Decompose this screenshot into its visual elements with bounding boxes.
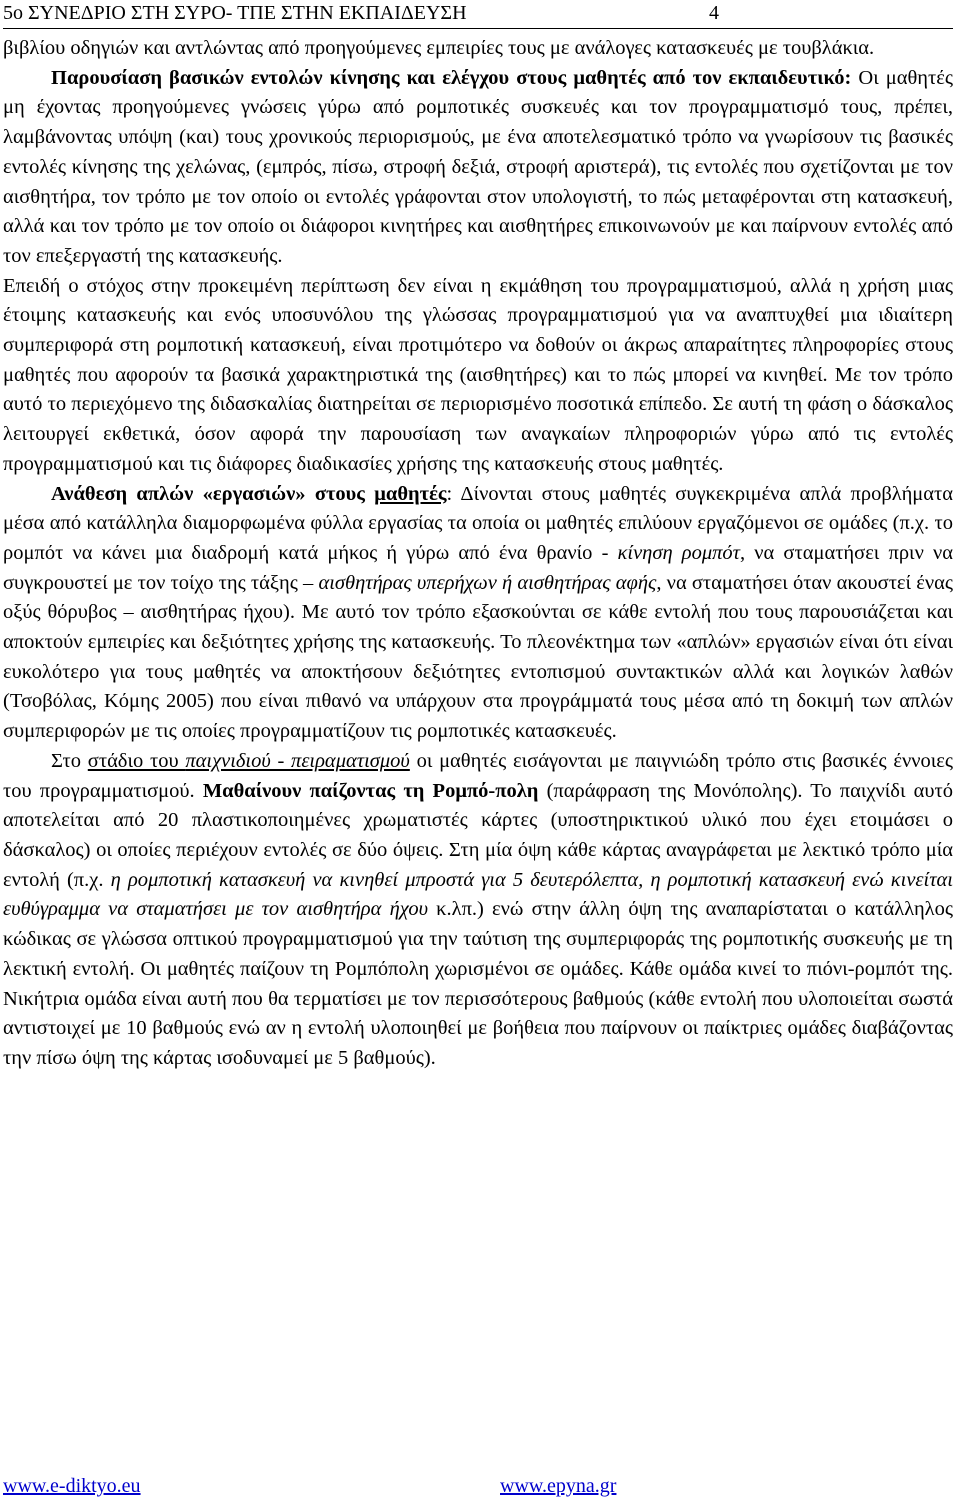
paragraph-5-underlined: στάδιο του [87,749,186,772]
paragraph-4-heading-part-a: Ανάθεση απλών «εργασιών» στους [51,482,375,505]
paragraph-4-heading-part-b: μαθητές [374,482,447,505]
paragraph-2 [3,64,953,272]
paragraph-4-italic-2: αισθητήρας υπερήχων ή αισθητήρας αφής [318,571,657,594]
paragraph-5 [3,747,953,1074]
paragraph-5-italic: η ρομποτική κατασκευή να κινηθεί μπροστά για 5 δευτερόλεπτα, η ρομποτική κατασκευή ενώ κινείται ευθύγραμμα να σταματήσει με τον αισθητήρα ήχου [3,868,953,921]
paragraph-5-underlined-italic: παιχνιδιού - πειραματισμού [185,749,410,772]
footer-link-epyna[interactable]: www.epyna.gr [500,1475,617,1497]
header-title: 5ο ΣΥΝΕΔΡΙΟ ΣΤΗ ΣΥΡΟ- ΤΠΕ ΣΤΗΝ ΕΚΠΑΙΔΕΥΣΗ [3,2,467,24]
footer-link-e-diktyo[interactable]: www.e-diktyo.eu [3,1475,141,1497]
paragraph-3: Επειδή ο στόχος στην προκειμένη περίπτωση δεν είναι η εκμάθηση του προγραμματισμού, αλλά η χρήση μιας έτοιμης κατασκευής και ενός υποσυνόλου της γλώσσας προγραμματισμού για να αναπτυχθεί μια ιδιαίτερη συμπεριφορά στη ρομποτική κατασκευή, είναι προτιμότερο να δοθούν οι άκρως απαραίτητες πληροφορίες στους μαθητές που αφορούν τα βασικά χαρακτηριστικά της (αισθητήρες) και το πώς μπορεί να κινηθεί. Με τον τρόπο αυτό το περιεχόμενο της διδασκαλίας διατηρείται σε περιορισμένο ποσοτικά επίπεδο. Σε αυτή τη φάση ο δάσκαλος λειτουργεί εκθετικά, όσον αφορά την παρουσίαση των αναγκαίων πληροφοριών γύρω από τις εντολές προγραμματισμού και τις διάφορες διαδικασίες χρήσης της κατασκευής στους μαθητές. [3,274,953,475]
paragraph-4 [3,480,953,747]
paragraph-4-text-3: , να σταματήσει όταν ακουστεί ένας οξύς θόρυβος – αισθητήρας ήχου). Με αυτό τον τρόπο εξασκούνται σε κάθε εντολή που τους παρουσιάζεται και αποκτούν εμπειρίες και δεξιότητες χρήσης της κατασκευής. Το πλεονέκτημα των «απλών» εργασιών είναι ότι είναι ευκολότερο για τους μαθητές να αποκτήσουν δεξιότητες εντοπισμού συντακτικών αλλά και λογικών λαθών (Τσοβόλας, Κόμης 2005) που είναι πιθανό να υπάρχουν στα προγράμματά τους μέσα από τη δοκιμή των απλών συμπεριφορών με τις οποίες προγραμματίζουν τις ρομποτικές κατασκευές. [3,571,953,743]
paragraph-5-text-2: οι μαθητές εισάγονται με παιγνιώδη τρόπο στις βασικές έννοιες του προγραμματισμού. [3,749,953,802]
paragraph-2-heading: Παρουσίαση βασικών εντολών κίνησης και ελέγχου στους μαθητές από τον εκπαιδευτικό: [51,66,852,89]
paragraph-4-text-1: : Δίνονται στους μαθητές συγκεκριμένα απλά προβλήματα μέσα από κατάλληλα διαμορφωμένα φύλλα εργασίας τα οποία οι μαθητές επιλύουν εργαζόμενοι σε ομάδες (π.χ. το ρομπότ να κάνει μια διαδρομή κατά μήκος ή γύρω από ένα θρανίο - [3,482,953,564]
page-footer [3,1472,953,1500]
paragraph-2-text: Οι μαθητές μη έχοντας προηγούμενες γνώσεις γύρω από ρομποτικές συσκευές και τον προγραμματισμό τους, πρέπει, λαμβάνοντας υπόψη (και) τους χρονικούς περιορισμούς, με ένα αποτελεσματικό τρόπο να γνωρίσουν τις βασικές εντολές κίνησης της χελώνας, (εμπρός, πίσω, στροφή δεξιά, στροφή αριστερά), τις εντολές που σχετίζονται με τον αισθητήρα, τον τρόπο με τον οποίο οι εντολές γράφονται στον υπολογιστή, το πώς μεταφέρονται στη κατασκευή, αλλά και τον τρόπο με τον οποίο οι διάφοροι κινητήρες και αισθητήρες επικοινωνούν με και παίρνουν εντολές από τον επεξεργαστή της κατασκευής. [3,66,953,267]
document-body [3,34,953,1074]
paragraph-4-text-2: , να σταματήσει πριν να συγκρουστεί με τον τοίχο της τάξης – [3,541,953,594]
paragraph-5-bold: Μαθαίνουν παίζοντας τη Ρομπό-πολη [202,779,539,802]
paragraph-5-text-1: Στο [51,749,88,772]
paragraph-1: βιβλίου οδηγιών και αντλώντας από προηγούμενες εμπειρίες τους με ανάλογες κατασκευές με τουβλάκια. [3,37,875,59]
paragraph-5-text-3: (παράφραση της Μονόπολης). Το παιχνίδι αυτό αποτελείται από 20 πλαστικοποιημένες χρωματιστές κάρτες (υποστηρικτικού υλικό που έχει ετοιμάσει ο δάσκαλος) οι οποίες περιέχουν εντολές σε δύο όψεις. Στη μία όψη κάθε κάρτας αναγράφεται με λεκτικό τρόπο μία εντολή (π.χ. [3,779,953,891]
paragraph-5-text-4: κ.λπ.) ενώ στην άλλη όψη της αναπαρίσταται ο κατάλληλος κώδικας σε γλώσσα οπτικού προγραμματισμού για την ταύτιση της συμπεριφοράς της ρομποτικής συσκευής με τη λεκτική εντολή. Οι μαθητές παίζουν τη Ρομπόπολη χωρισμένοι σε ομάδες. Κάθε ομάδα κινεί το πιόνι-ρομπότ της. Νικήτρια ομάδα είναι αυτή που θα τερματίσει με τον περισσότερους βαθμούς (κάθε εντολή που υλοποιείται σωστά αντιστοιχεί με 10 βαθμούς ενώ αν η εντολή υλοποιηθεί με βοήθεια που παίρνουν οι παίκτριες ομάδες διαβάζοντας την πίσω όψη της κάρτας ισοδυναμεί με 5 βαθμούς). [3,898,953,1069]
paragraph-4-heading [51,483,447,505]
page-number: 4 [709,2,719,24]
page-header [3,0,953,29]
paragraph-4-italic-1: κίνηση ρομπότ [617,541,741,564]
